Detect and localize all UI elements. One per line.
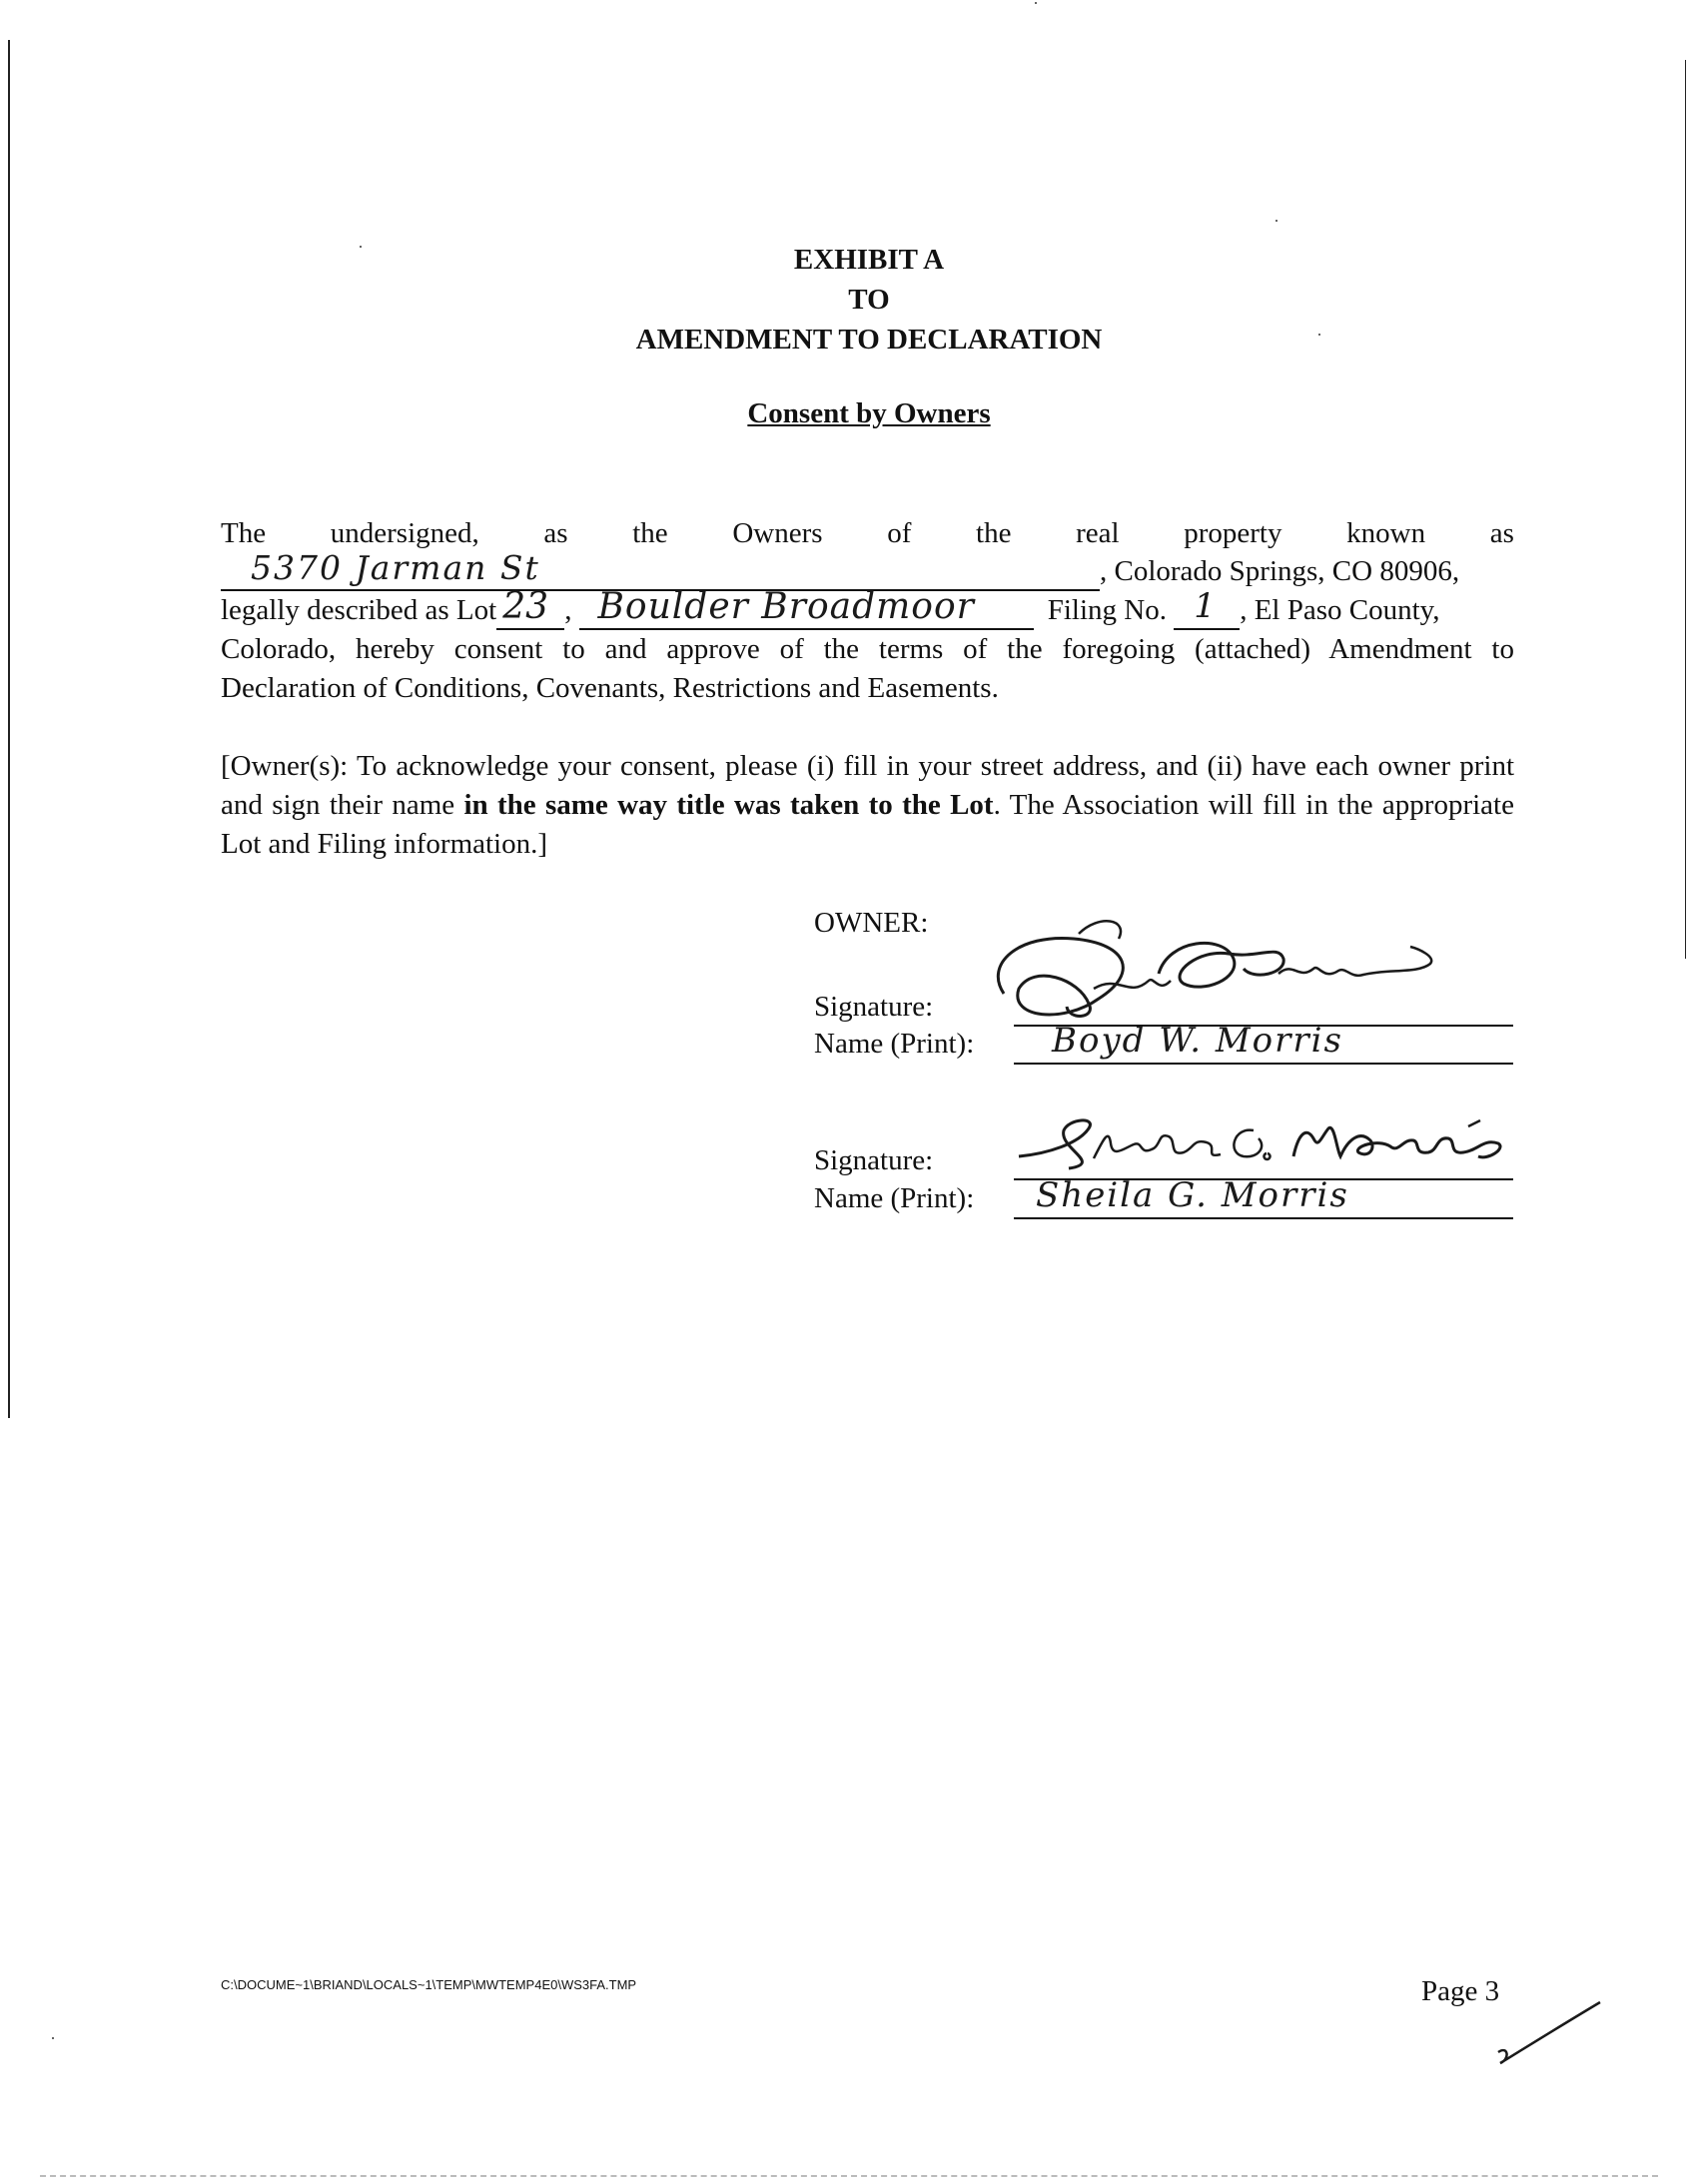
scan-speck bbox=[360, 246, 362, 248]
consent-line-4 bbox=[221, 630, 1514, 669]
subdivision-handwritten: Boulder Broadmoor bbox=[597, 586, 975, 627]
word: as bbox=[543, 517, 568, 549]
name-print-label: Name (Print): bbox=[814, 1182, 975, 1214]
word: the bbox=[976, 517, 1012, 549]
consent-line-4-text: Colorado, hereby consent to and approve of the terms of the foregoing (attached) Amendment to bbox=[221, 633, 1514, 665]
owner-label: OWNER: bbox=[814, 907, 929, 939]
street-address-handwritten: 5370 Jarman St bbox=[251, 548, 540, 587]
scan-edge-right bbox=[1685, 60, 1686, 959]
word: the bbox=[632, 517, 668, 549]
section-subtitle: Consent by Owners bbox=[747, 397, 991, 429]
subdivision-field[interactable] bbox=[579, 586, 1034, 630]
owner2-printed-name: Sheila G. Morris bbox=[1036, 1175, 1349, 1215]
lot-prefix: legally described as Lot bbox=[221, 594, 497, 626]
filing-field[interactable] bbox=[1174, 586, 1240, 630]
lot-comma: , bbox=[564, 594, 572, 626]
word: known bbox=[1346, 517, 1426, 549]
instructions-paragraph bbox=[221, 747, 1514, 864]
county: , El Paso County, bbox=[1240, 594, 1440, 626]
consent-line-3 bbox=[221, 586, 1514, 630]
signature-label: Signature: bbox=[814, 991, 934, 1023]
filing-handwritten: 1 bbox=[1194, 586, 1216, 626]
filing-label: Filing No. bbox=[1047, 594, 1167, 626]
owner1-printed-name: Boyd W. Morris bbox=[1052, 1021, 1343, 1061]
title-line-2: TO bbox=[848, 284, 890, 316]
city-state-zip: , Colorado Springs, CO 80906, bbox=[1100, 555, 1460, 587]
consent-line-5: Declaration of Conditions, Covenants, Restrictions and Easements. bbox=[221, 672, 999, 704]
word: real bbox=[1076, 517, 1120, 549]
footer-file-path: C:\DOCUME~1\BRIAND\LOCALS~1\TEMP\MWTEMP4E0\WS3FA.TMP bbox=[221, 1977, 637, 1992]
instructions-bold: in the same way title was taken to the Lot bbox=[463, 789, 994, 821]
title-line-3: AMENDMENT TO DECLARATION bbox=[635, 324, 1103, 356]
check-mark-icon bbox=[1488, 1997, 1608, 2067]
owner1-name-row bbox=[814, 1024, 1014, 1064]
owner2-name-field[interactable] bbox=[1014, 1175, 1513, 1219]
word: property bbox=[1184, 517, 1282, 549]
owner1-name-field[interactable] bbox=[1014, 1021, 1513, 1065]
name-print-label: Name (Print): bbox=[814, 1028, 975, 1060]
owner2-signature-row bbox=[814, 1140, 1014, 1180]
document-title bbox=[529, 240, 1209, 360]
word: of bbox=[887, 517, 912, 549]
scan-speck bbox=[1318, 334, 1320, 336]
scan-speck bbox=[52, 2037, 54, 2039]
lot-field[interactable] bbox=[496, 586, 564, 630]
instructions-part-2: . The Association will fill in the appropriate Lot and Filing information.] bbox=[221, 789, 1514, 860]
scan-speck bbox=[1275, 220, 1277, 222]
lot-handwritten: 23 bbox=[502, 586, 549, 627]
owner2-name-row bbox=[814, 1178, 1014, 1218]
word: Owners bbox=[732, 517, 823, 549]
scan-edge-left bbox=[8, 40, 10, 1418]
scan-bottom-edge bbox=[40, 2175, 1658, 2179]
owner2-signature-image bbox=[1009, 1108, 1518, 1178]
signature-label: Signature: bbox=[814, 1144, 934, 1176]
instructions-part-1: [Owner(s): To acknowledge your consent, please (i) fill in your street address, and (ii) have each owner print and sign their name bbox=[221, 750, 1514, 821]
word: as bbox=[1489, 517, 1514, 549]
page-number: Page 3 bbox=[1421, 1975, 1500, 2007]
word: The bbox=[221, 517, 267, 549]
title-line-1: EXHIBIT A bbox=[793, 244, 945, 276]
word: undersigned, bbox=[330, 517, 479, 549]
scan-speck bbox=[1035, 2, 1037, 4]
